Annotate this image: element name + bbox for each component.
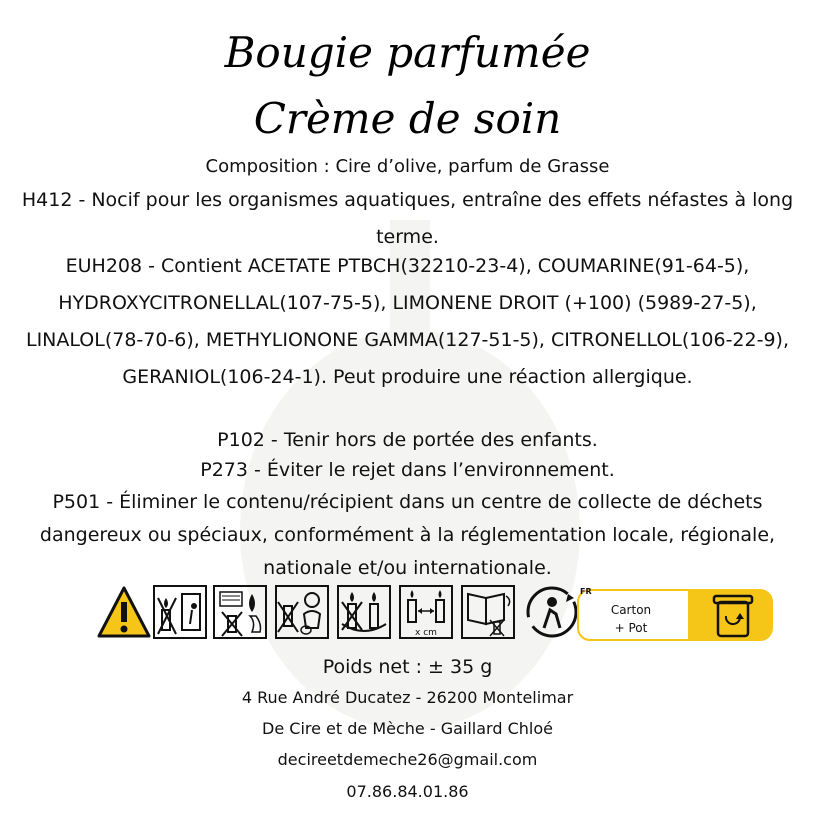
p102-statement: P102 - Tenir hors de portée des enfants. (217, 429, 598, 451)
no-children-pets-icon (274, 584, 330, 640)
no-flammable-nearby-icon (212, 584, 268, 640)
recycle-person-icon (524, 584, 580, 640)
address: 4 Rue André Ducatez - 26200 Montelimar (241, 688, 574, 707)
safety-pictograms (96, 582, 736, 644)
triman-material-2: + Pot (614, 621, 648, 635)
p501-statement: P501 - Éliminer le contenu/récipient dans un centre de collecte de déchets dangereux ou spéciaux, conformément à la réglementation locale, régionale, nationale et/ou internationale. (39, 491, 776, 579)
warning-triangle-icon (96, 584, 152, 640)
triman-country: FR (580, 587, 592, 596)
phone-number[interactable]: 07.86.84.01.86 (346, 782, 469, 801)
read-instructions-icon (460, 584, 516, 640)
euh208-statement: EUH208 - Contient ACETATE PTBCH(32210-23-4), COUMARINE(91-64-5), HYDROXYCITRONELLAL(107-75-5), LIMONENE DROIT (+100) (5989-27-5), LINALOL(78-70-6), METHYLIONONE GAMMA(127-51-5), CITRONELLOL(106-22-9), GERANIOL(106-24-1). Peut produire une réaction allergique. (25, 255, 789, 388)
net-weight: Poids net : ± 35 g (322, 656, 493, 678)
email[interactable]: decireetdemeche26@gmail.com (277, 750, 538, 769)
p273-statement: P273 - Éviter le rejet dans l’environnement. (200, 459, 615, 481)
no-candles-together-icon (336, 584, 392, 640)
triman-sorting-info (576, 584, 774, 642)
product-subtitle: Crème de soin (253, 94, 562, 143)
candle-distance-icon (398, 584, 454, 640)
shop-name: De Cire et de Mèche - Gaillard Chloé (262, 719, 553, 738)
no-unattended-flame-icon (152, 584, 208, 640)
h412-statement: H412 - Nocif pour les organismes aquatiques, entraîne des effets néfastes à long terme. (21, 189, 794, 248)
product-title: Bougie parfumée (224, 28, 591, 77)
composition-text: Composition : Cire d’olive, parfum de Grasse (205, 156, 610, 177)
triman-material-1: Carton (610, 603, 652, 617)
distance-label: x cm (415, 628, 437, 638)
